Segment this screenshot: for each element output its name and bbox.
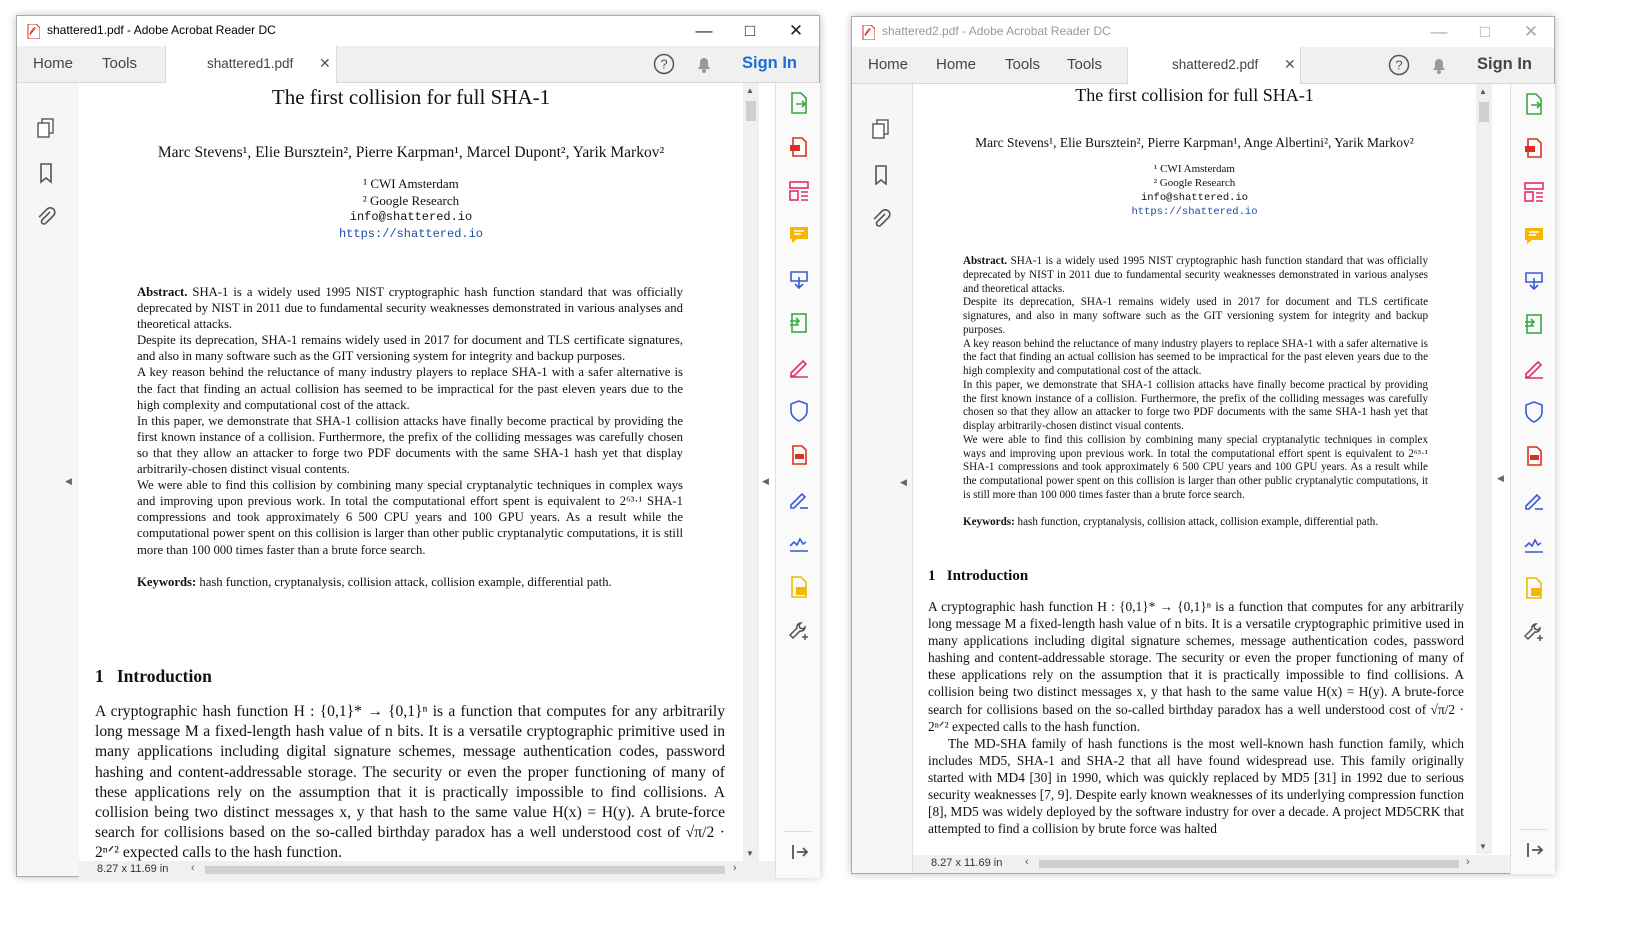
scroll-left-arrow[interactable]: ‹ [1025,856,1029,868]
document-tab-label: shattered2.pdf [1172,57,1259,72]
pdf-icon [27,24,40,39]
affiliation-2: ² Google Research [1153,177,1236,189]
left-navigation-pane [17,83,80,876]
pdf-page [913,84,1476,854]
page-size-label: 8.27 x 11.69 in [931,857,1003,869]
scroll-up-arrow[interactable]: ▲ [746,86,754,95]
window-title: shattered2.pdf - Adobe Acrobat Reader DC [882,24,1111,38]
close-button[interactable]: ✕ [788,21,804,40]
bell-icon[interactable] [1428,54,1450,76]
more-pdf-icon[interactable] [1522,444,1546,468]
collapse-panel-icon[interactable] [1522,838,1546,862]
more-tools-icon[interactable] [1522,620,1546,644]
contact-email: info@shattered.io [349,210,473,224]
abstract-text: SHA-1 is a widely used 1995 NIST cryptographic hash function standard that was officially deprecated by NIST in 2011 due to fundamental security weaknesses demonstrated in various analyses and theoretical attacks. [963,255,1428,295]
document-tab-label: shattered1.pdf [207,56,294,71]
minimize-button[interactable]: — [1430,22,1448,41]
paper-url-link[interactable]: https://shattered.io [338,227,484,241]
tab-tools[interactable]: Tools [1005,56,1041,73]
intro-text-2: The MD-SHA family of hash functions is the most well-known hash function family, which includes MD5, SHA-1 and SHA-2 that all have found widespread use. This family originally started with MD4 [30] in 1990, which was quickly replaced by MD5 [31] in 1992 due to serious security weaknesses [7, 9]. Despite early known weaknesses of its underlying compression function [8], MD5 was widely deployed by the software industry for over a decade. A project MD5CRK that attempted to find a collision by brute force was halted [928,735,1464,837]
export-pdf-icon[interactable] [1522,92,1546,116]
compress-icon[interactable] [787,311,811,335]
abstract-label: Abstract. [963,255,1008,267]
intro-text: A cryptographic hash function H : {0,1}* → {0,1}ⁿ is a function that computes for any arbitrarily long message M a fixed-length hash value of n bits. It is a versatile cryptographic primitive used in many applications including digital signature schemes, message authentication codes, password hashing and content-addressable storage. The security or even the proper functioning of many of these applications rely on the assumption that it is practically impossible to find collisions. A collision being two distinct messages x, y that hash to the same value H(x) = H(y). A brute-force search for collisions based on the so-called birthday paradox has a well understood cost of √π/2 · 2ⁿᐟ² expected calls to the hash function. [95,703,725,861]
tab-bar [17,46,819,83]
tab-bar [852,47,1554,84]
section-title: Introduction [946,568,1029,584]
pdf-icon [862,25,875,40]
abstract-block [963,255,1428,529]
maximize-button[interactable]: □ [744,21,756,40]
vertical-scrollbar[interactable] [743,83,759,861]
comment-icon[interactable] [787,223,811,247]
abstract-paragraph: Despite its deprecation, SHA-1 remains widely used in 2017 for document and TLS certificate signatures, and also in many software such as the GIT versioning system for integrity and backup purposes. [963,296,1428,336]
keywords-label: Keywords: [963,515,1015,528]
sign-in-button[interactable]: Sign In [742,54,797,72]
acrobat-window-2 [851,16,1555,874]
intro-text: A cryptographic hash function H : {0,1}* → {0,1}ⁿ is a function that computes for any arbitrarily long message M a fixed-length hash value of n bits. It is a versatile cryptographic primitive used in many applications including digital signature schemes, message authentication codes, password hashing and content-addressable storage. The security or even the proper functioning of many of these applications rely on the assumption that it is practically impossible to find collisions. A collision being two distinct messages x, y that hash to the same value H(x) = H(y). A brute-force search for collisions based on the so-called birthday paradox has a well understood cost of √π/2 · 2ⁿᐟ² expected calls to the hash function. [928,599,1464,734]
attachment-icon[interactable] [34,205,58,229]
create-pdf-icon[interactable] [1522,136,1546,160]
intro-paragraph [95,702,725,861]
section-number: 1 [928,568,936,584]
scroll-thumb[interactable] [746,101,756,121]
scroll-thumb[interactable] [1479,102,1489,122]
section-heading [928,568,1028,585]
keywords-text: hash function, cryptanalysis, collision attack, collision example, differential path. [199,574,612,589]
affiliation-2: ² Google Research [362,193,460,208]
scroll-right-arrow[interactable]: › [733,862,737,874]
pdf-page [79,83,743,861]
window-title: shattered1.pdf - Adobe Acrobat Reader DC [47,23,276,37]
left-navigation-pane [852,84,913,873]
paper-authors: Marc Stevens¹, Elie Bursztein², Pierre Karpman¹, Marcel Dupont², Yarik Markov² [157,144,665,161]
keywords-text: hash function, cryptanalysis, collision attack, collision example, differential path. [1017,515,1379,528]
affiliation-1: ¹ CWI Amsterdam [1154,163,1235,175]
title-bar[interactable] [852,17,1554,47]
abstract-text: SHA-1 is a widely used 1995 NIST cryptographic hash function standard that was officially deprecated by NIST in 2011 due to fundamental security weaknesses demonstrated in various analyses and theoretical attacks. [137,285,683,332]
export-pdf-icon[interactable] [787,91,811,115]
abstract-paragraph: A key reason behind the reluctance of many industry players to replace SHA-1 with a safer alternative is the fact that finding an actual collision has seemed to be impractical for the past eleven years due to the high complexity and computational cost of the attack. [963,337,1428,377]
horizontal-scroll-thumb[interactable] [205,866,725,874]
attachment-icon[interactable] [869,207,893,231]
send-file-icon[interactable] [1522,268,1546,292]
pages-icon[interactable] [34,116,58,140]
scroll-left-arrow[interactable]: ‹ [191,862,195,874]
title-bar[interactable] [17,16,819,46]
send-file-icon[interactable] [787,267,811,291]
more-tools-icon[interactable] [787,619,811,643]
abstract-paragraph: In this paper, we demonstrate that SHA-1 collision attacks have finally become practical by providing the first known instance of a collision. Furthermore, the prefix of the colliding messages was carefully chosen so that they allow an attacker to forge two PDF documents with the same SHA-1 hash yet that display arbitrarily-chosen distinct visual contents. [963,378,1428,432]
svg-text:?: ? [660,56,668,72]
tab-home[interactable]: Home [936,56,977,73]
collapse-tools-pane-icon[interactable]: ◀ [1497,473,1504,483]
tab-home[interactable]: Home [868,56,909,73]
scroll-up-arrow[interactable]: ▲ [1479,87,1487,96]
abstract-paragraph [963,255,1428,296]
bookmark-icon[interactable] [34,161,58,185]
close-tab-icon[interactable]: ✕ [1284,56,1296,72]
close-button[interactable]: ✕ [1523,22,1539,41]
tab-tools[interactable]: Tools [1067,56,1103,73]
more-pdf-icon[interactable] [787,443,811,467]
pages-icon[interactable] [869,117,893,141]
comment-icon[interactable] [1522,224,1546,248]
protect-icon[interactable] [787,399,811,423]
tools-pane [1510,84,1555,874]
status-bar [79,861,775,879]
compress-icon[interactable] [1522,312,1546,336]
acrobat-window-1 [16,15,820,877]
tab-home[interactable]: Home [33,55,74,72]
abstract-paragraph: In this paper, we demonstrate that SHA-1 collision attacks have finally become practical by providing the first known instance of a collision. Furthermore, the prefix of the colliding messages was carefully chosen so that they allow an attacker to forge two PDF documents with the same SHA-1 hash yet that display arbitrarily-chosen distinct visual contents. [137,413,683,477]
minimize-button[interactable]: — [695,21,713,40]
scroll-down-arrow[interactable]: ▼ [1479,842,1487,851]
abstract-paragraph: We were able to find this collision by combining many special cryptanalytic techniques in complex ways and improving upon previous work. In total the computational effort spent is equivalent to 2⁶³·¹ SHA-1 compressions and took approximately 6 500 CPU years and 100 GPU years. As a result while the computational power spent on this collision is larger than other public cryptanalytic computations, it is still more than 100 000 times faster than a brute force search. [963,433,1428,501]
abstract-label: Abstract. [137,285,188,299]
contact-email: info@shattered.io [1140,192,1249,204]
tab-tools[interactable]: Tools [102,55,138,72]
close-tab-icon[interactable]: ✕ [319,55,331,71]
keywords-label: Keywords: [137,574,197,589]
create-pdf-icon[interactable] [787,135,811,159]
bell-icon[interactable] [693,53,715,75]
organize-pages-icon[interactable] [1522,180,1546,204]
scroll-down-arrow[interactable]: ▼ [746,849,754,858]
horizontal-scroll-thumb[interactable] [1039,860,1459,868]
abstract-paragraph: A key reason behind the reluctance of many industry players to replace SHA-1 with a safer alternative is the fact that finding an actual collision has seemed to be impractical for the past eleven years due to the high complexity and computational cost of the attack. [137,365,683,412]
page-size-label: 8.27 x 11.69 in [97,863,169,875]
collapse-tools-pane-icon[interactable]: ◀ [762,476,769,486]
help-icon[interactable] [653,53,675,75]
expand-left-pane-icon[interactable]: ◀ [65,476,72,486]
document-tab[interactable] [165,46,337,83]
send-review-icon[interactable] [787,575,811,599]
document-tab[interactable] [1127,47,1301,84]
edit-icon[interactable] [1522,488,1546,512]
keywords-line [963,516,1428,530]
section-title: Introduction [116,666,212,686]
sign-in-button[interactable]: Sign In [1477,55,1532,73]
abstract-paragraph [137,284,683,332]
sign-icon[interactable] [787,531,811,555]
collapse-panel-icon[interactable] [787,840,811,864]
svg-text:?: ? [1395,57,1403,73]
send-review-icon[interactable] [1522,576,1546,600]
paper-title: The first collision for full SHA-1 [271,85,551,109]
document-view[interactable] [913,84,1476,854]
tools-pane [775,83,820,878]
intro-paragraph [928,598,1464,837]
fill-sign-icon[interactable] [1522,356,1546,380]
section-heading [95,666,212,687]
protect-icon[interactable] [1522,400,1546,424]
organize-pages-icon[interactable] [787,179,811,203]
vertical-scrollbar[interactable] [1476,84,1492,854]
abstract-paragraph: Despite its deprecation, SHA-1 remains widely used in 2017 for document and TLS certificate signatures, and also in many software such as the GIT versioning system for integrity and backup purposes. [137,333,683,364]
help-icon[interactable] [1388,54,1410,76]
abstract-paragraph: We were able to find this collision by combining many special cryptanalytic techniques in complex ways and improving upon previous work. In total the computational effort spent is equivalent to 2⁶³·¹ SHA-1 compressions and took approximately 6 500 CPU years and 100 GPU years. As a result while the computational power spent on this collision is larger than other public cryptanalytic computations, it is still more than 100 000 times faster than a brute force search. [137,478,683,557]
maximize-button[interactable]: □ [1479,22,1491,41]
paper-url-link[interactable]: https://shattered.io [1131,206,1258,218]
edit-icon[interactable] [787,487,811,511]
tools-divider [784,831,812,832]
abstract-block [137,284,683,590]
paper-authors: Marc Stevens¹, Elie Bursztein², Pierre Karpman¹, Ange Albertini², Yarik Markov² [975,135,1414,150]
paper-title: The first collision for full SHA-1 [1075,85,1314,105]
tools-divider [1519,829,1547,830]
expand-left-pane-icon[interactable]: ◀ [900,477,907,487]
bookmark-icon[interactable] [869,163,893,187]
keywords-line [137,574,683,590]
section-number: 1 [95,666,104,686]
scroll-right-arrow[interactable]: › [1466,856,1470,868]
affiliation-1: ¹ CWI Amsterdam [363,176,459,191]
sign-icon[interactable] [1522,532,1546,556]
status-bar [913,855,1510,873]
document-view[interactable] [79,83,743,861]
fill-sign-icon[interactable] [787,355,811,379]
